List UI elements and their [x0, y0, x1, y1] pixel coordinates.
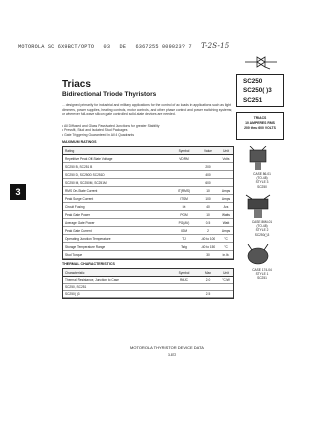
table-cell: Amps [221, 228, 231, 233]
header-cell: Unit [223, 270, 229, 275]
rating-line: 200 thru 600 VOLTS [244, 126, 276, 130]
table-cell: Peak Surge Current [65, 196, 94, 201]
header-serial: 6367255 009023? 7 [135, 44, 192, 50]
table-cell: RθJC [180, 278, 188, 282]
table-cell: PGM [180, 212, 188, 217]
table-row [63, 291, 233, 298]
table-row [63, 171, 233, 179]
max-ratings-caption: MAXIMUM RATINGS [62, 140, 97, 144]
table-cell: I²t [182, 204, 186, 209]
feature-list [62, 124, 234, 137]
part-number: SC250( )3 [243, 87, 272, 95]
table-header [63, 269, 233, 277]
table-row [63, 187, 233, 195]
table-cell: Circuit Fusing [65, 204, 85, 209]
header-cell: Unit [223, 148, 229, 153]
table-cell: SC250 B, SC251 B [65, 164, 93, 169]
table-cell: 10 [206, 188, 210, 193]
section-tab: 3 [10, 184, 26, 200]
table-cell: Average Gate Power [65, 220, 95, 225]
table-cell: in.lb. [222, 252, 230, 257]
table-cell: Tstg [181, 244, 187, 249]
page-number: 3-872 [168, 353, 177, 357]
rating-line: 10 AMPERES RMS [245, 121, 275, 125]
part-number-box [236, 74, 284, 107]
document-header [18, 42, 284, 50]
footer-text: MOTOROLA THYRISTOR DEVICE DATA [130, 345, 204, 350]
table-row [63, 235, 233, 243]
table-row [63, 155, 233, 163]
table-cell: Amps [221, 188, 231, 193]
table-cell: Repetitive Peak Off-State Voltage [65, 156, 113, 161]
table-cell: 2 [207, 228, 209, 233]
table-cell: 400 [205, 172, 211, 177]
rating-summary-box [236, 112, 284, 140]
header-cell: Symbol [178, 270, 190, 275]
table-row [63, 203, 233, 211]
max-ratings-table [62, 146, 234, 260]
table-cell: -40 to 150 [200, 244, 216, 249]
table-cell: RMS On-State Current [65, 188, 98, 193]
header-left: MOTOROLA SC 6X9BCT/OPTO [18, 44, 95, 50]
table-cell: ITSM [180, 196, 188, 201]
thermal-table [62, 268, 234, 299]
thermal-caption: THERMAL CHARACTERISTICS [62, 262, 115, 266]
table-row [63, 163, 233, 171]
case-label: CASE 86-01 (TO-48) STYLE 3 SC250 [253, 172, 271, 189]
table-row [63, 251, 233, 259]
table-header [63, 147, 233, 155]
table-cell: 30 [206, 252, 210, 257]
header-cell: Rating [65, 148, 75, 153]
table-cell: SC250, SC251 [65, 285, 87, 289]
table-cell: 100 [205, 196, 211, 201]
table-cell: Volts [222, 156, 230, 161]
table-cell: Stud Torque [65, 252, 83, 257]
table-cell: 2.5 [205, 292, 211, 296]
table-row [63, 195, 233, 203]
case-label: CASE 86M-01 (TO-48) STYLE 2 SC250( )3 [251, 220, 273, 237]
table-cell: Storage Temperature Range [65, 244, 106, 249]
table-cell: °C [224, 244, 228, 249]
header-code: 03 [103, 44, 111, 50]
header-cell: Value [204, 148, 212, 153]
table-row [63, 284, 233, 291]
table-cell: VDRM [179, 156, 189, 161]
page-subtitle: Bidirectional Triode Thyristors [62, 91, 157, 98]
feature-item: • Gate Triggering Guaranteed in All 4 Quadrants [62, 132, 135, 137]
triac-symbol-icon [243, 54, 285, 70]
part-number: SC250 [243, 78, 263, 85]
table-cell: Peak Gate Current [65, 228, 92, 233]
table-cell: 0.5 [205, 220, 211, 225]
table-cell: 600 [205, 180, 211, 185]
table-cell: PG(AV) [178, 220, 190, 225]
header-cell: Max [204, 270, 212, 275]
table-cell: Amps [221, 196, 231, 201]
feature-item: • All Diffused and Glass Passivated Junctions for greater Stability [62, 124, 160, 128]
table-cell: 200 [205, 164, 211, 169]
table-row [63, 211, 233, 219]
table-cell: SC250 D, SC250D SC251D [65, 172, 105, 177]
table-cell: SC250( )3 [65, 292, 80, 296]
table-cell: 2.0 [205, 278, 211, 282]
table-cell: SC250 M, SC250M, SC251M [65, 180, 107, 185]
table-cell: TJ [182, 236, 186, 241]
intro-paragraph: ... designed primarily for industrial and military applications for the control of ac loads in applications such as light dimmers, power supplies, heating controls, motor controls, and other phase control and power switching systems; or wherever full-wave silicon gate controlled solid-state devices are needed. [62, 103, 233, 117]
table-cell: -40 to 100 [200, 236, 216, 241]
page-title: Triacs [62, 79, 91, 90]
header-cell: Symbol [178, 148, 190, 153]
table-cell: Watts [221, 212, 231, 217]
table-cell: Operating Junction Temperature [65, 236, 111, 241]
table-cell: Thermal Resistance, Junction to Case [65, 278, 119, 282]
table-row [63, 243, 233, 251]
feature-item: • Pressfit, Stud and Isolated Stud Packages [62, 128, 128, 133]
table-cell: °C [224, 236, 228, 241]
table-cell: 10 [206, 212, 210, 217]
table-row [63, 219, 233, 227]
table-row [63, 179, 233, 187]
header-cell: Characteristic [65, 270, 85, 275]
table-row [63, 227, 233, 235]
table-cell: °C/W [222, 278, 230, 282]
table-cell: IGM [180, 228, 188, 233]
case-label: CASE 174-04 STYLE 1 SC251 [252, 268, 272, 281]
header-mark: T-2S-15 [201, 42, 230, 50]
table-row [63, 277, 233, 284]
table-cell: IT(RMS) [177, 188, 191, 193]
table-cell: Watt [222, 220, 230, 225]
part-number: SC251 [243, 96, 263, 104]
table-cell: A²s [223, 204, 229, 209]
rating-line: TRIACS [253, 116, 267, 120]
table-cell: Peak Gate Power [65, 212, 90, 217]
header-code2: DE [119, 44, 127, 50]
table-cell: 40 [206, 204, 210, 209]
